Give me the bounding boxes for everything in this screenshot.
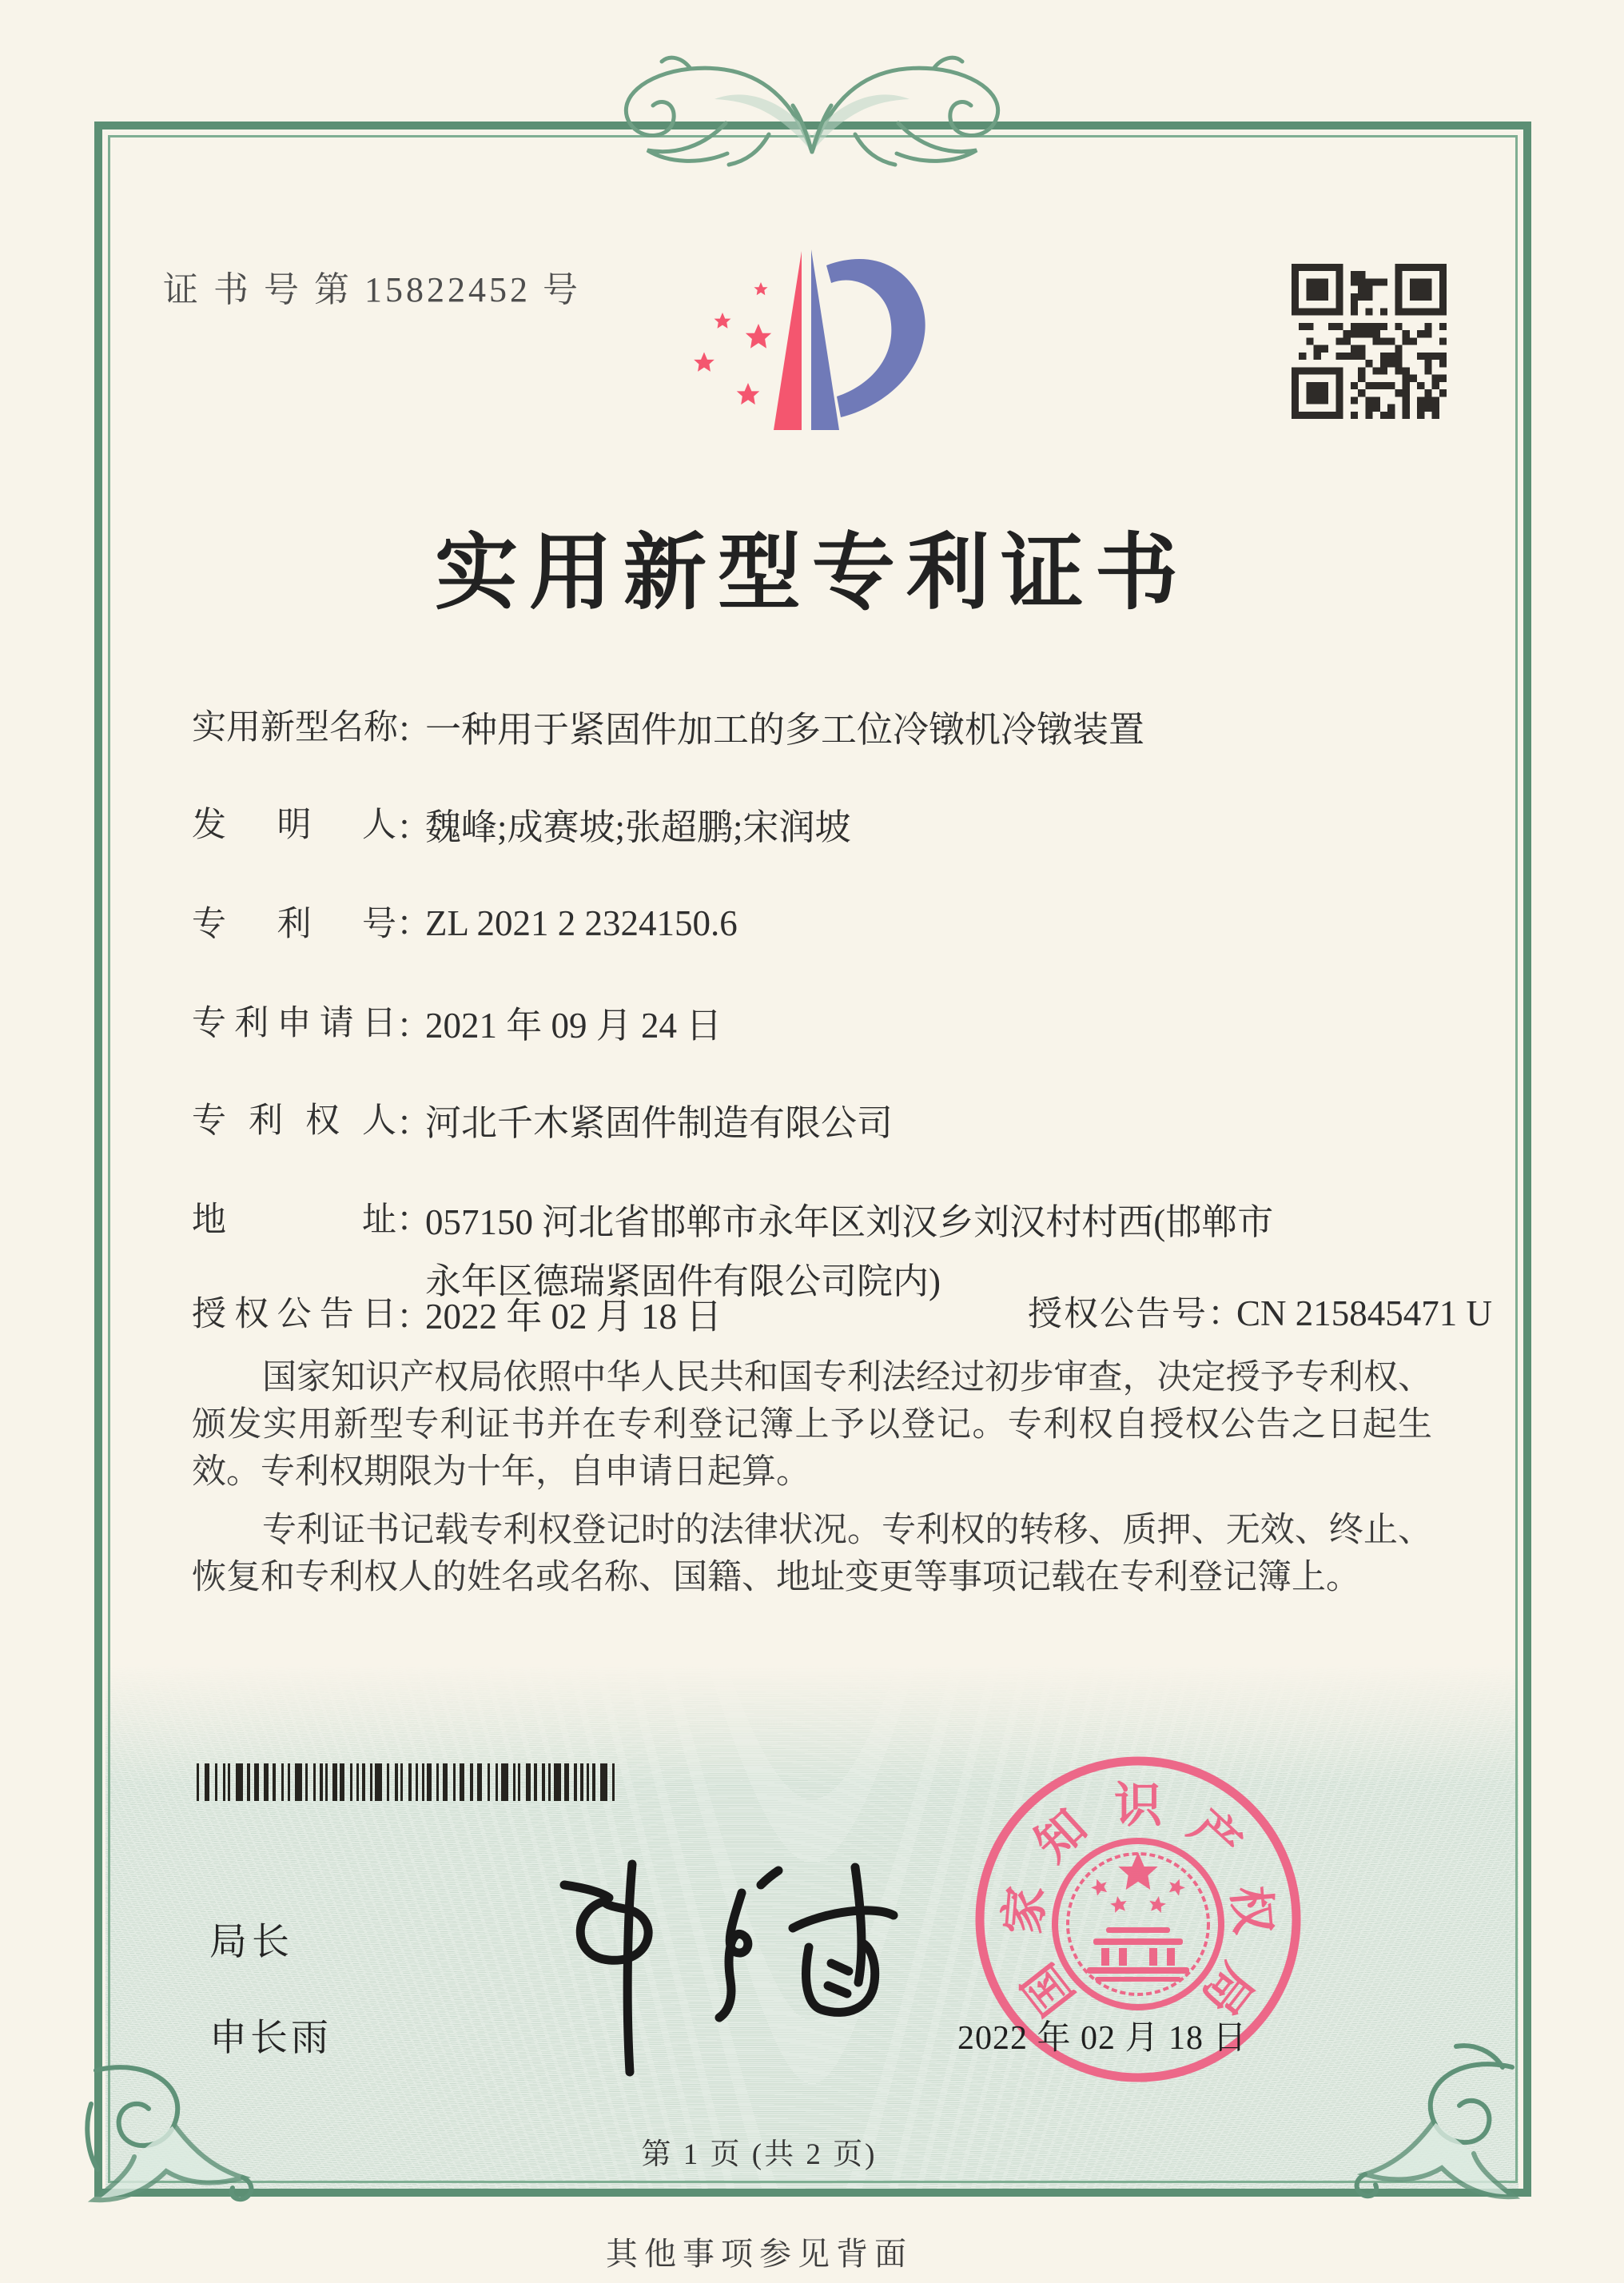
grant-date-value: 2022 年 02 月 18 日 <box>425 1297 722 1337</box>
field-colon: ： <box>396 810 431 847</box>
field-value: 2021 年 09 月 24 日 <box>425 1006 722 1046</box>
field-row-patent-no <box>192 897 738 946</box>
field-value: 一种用于紧固件加工的多工位冷镦机冷镦装置 <box>425 710 1145 750</box>
field-row-name <box>192 700 1144 752</box>
signer-title: 局长 <box>209 1922 294 1963</box>
qr-code <box>1292 264 1447 419</box>
field-label: 专利申请日 <box>192 1005 396 1042</box>
director-signature <box>444 1851 911 2088</box>
certificate-number: 证 书 号 第 15822452 号 <box>163 270 581 309</box>
field-label: 发明人 <box>192 807 396 844</box>
legal-paragraph-2: 专利证书记载专利权登记时的法律状况。专利权的转移、质押、无效、终止、恢复和专利权人的姓名或名称、国籍、地址变更等事项记载在专利登记簿上。 <box>192 1512 1432 1596</box>
field-colon: ： <box>396 906 431 943</box>
field-colon: ： <box>1208 1296 1242 1333</box>
grant-no-value: CN 215845471 U <box>1236 1293 1493 1333</box>
page-number: 第 1 页 (共 2 页) <box>641 2138 878 2171</box>
logo-stars <box>694 282 771 404</box>
field-label: 专利号 <box>192 906 396 943</box>
logo-p-bowl <box>826 259 925 417</box>
svg-text:权: 权 <box>1223 1883 1280 1937</box>
signer-name: 申长雨 <box>209 2018 332 2059</box>
svg-text:产: 产 <box>1179 1799 1251 1872</box>
field-value: 魏峰;成赛坡;张超鹏;宋润坡 <box>425 807 851 847</box>
field-colon: ： <box>396 1106 431 1143</box>
field-colon: ： <box>396 1008 431 1046</box>
legal-paragraph-1: 国家知识产权局依照中华人民共和国专利法经过初步审查，决定授予专利权、颁发实用新型专利证书并在专利登记簿上予以登记。专利权自授权公告之日起生效。专利权期限为十年，自申请日起算。 <box>192 1359 1432 1491</box>
svg-text:国: 国 <box>1013 1954 1085 2025</box>
svg-text:家: 家 <box>997 1883 1053 1937</box>
seal-emblem <box>1087 1852 1189 1982</box>
field-colon: ： <box>396 1201 431 1239</box>
field-label: 专利权人 <box>192 1102 396 1140</box>
field-value: 057150 河北省邯郸市永年区刘汉乡刘汉村村西(邯郸市永年区德瑞紧固件有限公司院内) <box>425 1202 1274 1301</box>
field-colon: ： <box>396 712 431 750</box>
grant-no-label: 授权公告号 <box>1028 1296 1208 1333</box>
field-row-patentee <box>192 1094 893 1145</box>
certificate-title: 实用新型专利证书 <box>434 528 1189 620</box>
field-row-grant <box>192 1287 1493 1339</box>
seal-date: 2022 年 02 月 18 日 <box>957 2020 1248 2057</box>
field-value: 河北千木紧固件制造有限公司 <box>425 1103 894 1143</box>
field-label: 实用新型名称 <box>192 709 398 747</box>
cnipa-logo <box>684 240 933 441</box>
barcode <box>197 1763 623 1801</box>
back-side-note: 其他事项参见背面 <box>606 2236 913 2272</box>
field-row-filing-date <box>192 996 722 1048</box>
legal-text <box>192 1354 1432 1612</box>
field-colon: ： <box>396 1299 431 1337</box>
seal-org-text <box>997 1779 1280 2024</box>
field-row-inventors <box>192 798 851 850</box>
grant-no-group <box>1028 1287 1492 1336</box>
svg-text:识: 识 <box>1114 1779 1162 1832</box>
grant-date-label: 授权公告日 <box>192 1296 396 1333</box>
svg-text:局: 局 <box>1192 1954 1264 2025</box>
logo-red-wedge <box>774 251 802 430</box>
field-label: 地址 <box>192 1201 396 1239</box>
field-value: ZL 2021 2 2324150.6 <box>425 903 738 943</box>
svg-text:知: 知 <box>1025 1799 1097 1872</box>
